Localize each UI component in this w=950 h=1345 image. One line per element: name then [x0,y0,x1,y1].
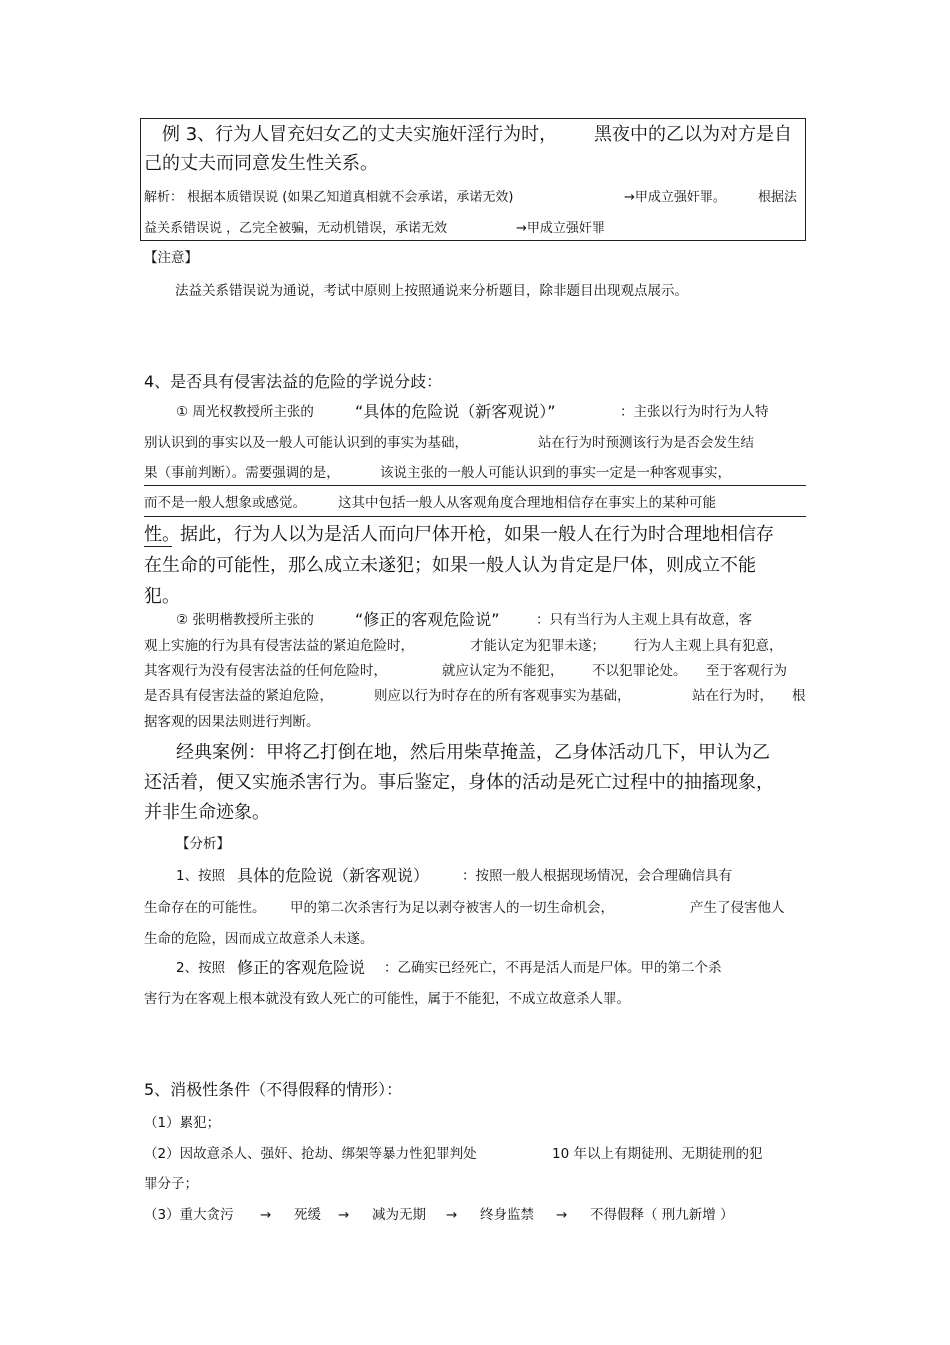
section-5-item-2a: （2）因故意杀人、强奸、抢劫、绑架等暴力性犯罪判处 [144,1146,477,1162]
section-5-item-3e: 减为无期 [372,1207,426,1223]
p2-line4c: 站在行为时， [692,688,773,704]
a1-line1b: 具体的危险说（新客观说） [237,866,430,885]
p1-line3b: 该说主张的一般人可能认识到的事实一定是一种客观事实， [380,465,731,481]
a2-line2: 害行为在客观上根本就没有致人死亡的可能性，属于不能犯，不成立故意杀人罪。 [144,991,630,1007]
p1-line1b: “具体的危险说（新客观说）” [355,402,556,421]
section-5-item-3c: 死缓 [294,1207,321,1223]
p2-line4a: 是否具有侵害法益的紧迫危险， [144,688,333,704]
a2-line1a: 2、按照 [176,960,226,976]
p2-line3c: 不以犯罪论处。 [592,663,687,679]
case-line2: 还活着，便又实施杀害行为。事后鉴定，身体的活动是死亡过程中的抽搐现象， [144,772,774,793]
p2-line4d: 根 [792,688,806,704]
example-analysis-2b: →甲成立强奸罪 [516,221,605,236]
p1-line2a: 别认识到的事实以及一般人可能认识到的事实为基础， [144,435,468,451]
analysis-heading: 【分析】 [176,836,230,852]
section-5-item-3g: 终身监禁 [480,1207,534,1223]
section-4-heading: 4、是否具有侵害法益的危险的学说分歧： [144,372,443,391]
arrow-3: → [446,1207,458,1223]
section-5-item-3i: 不得假释（ 刑九新增 ） [590,1207,734,1223]
a1-line1a: 1、按照 [176,868,226,884]
a1-line2a: 生命存在的可能性。 [144,900,266,916]
p1-line2b: 站在行为时预测该行为是否会发生结 [538,435,754,451]
case-line1: 经典案例：甲将乙打倒在地，然后用柴草掩盖，乙身体活动几下，甲认为乙 [176,742,770,763]
p2-line1c: ：只有当行为人主观上具有故意，客 [536,612,752,628]
underline-2 [144,516,806,517]
p2-line2b: 才能认定为犯罪未遂； [470,638,605,654]
example-analysis-2a: 益关系错误说 ，乙完全被骗，无动机错误，承诺无效 [144,221,448,236]
p1-line5: 性。据此，行为人以为是活人而向尸体开枪，如果一般人在行为时合理地相信存 [144,524,774,545]
a2-line1c: ：乙确实已经死亡，不再是活人而是尸体。甲的第二个杀 [384,960,722,976]
note-heading: 【注意】 [144,250,198,266]
example-analysis-1c: 根据法 [758,190,798,205]
p2-line2c: 行为人主观上具有犯意， [634,638,783,654]
example-analysis-1b: →甲成立强奸罪。 [624,190,726,205]
example-line-2: 己的丈夫而同意发生性关系。 [144,153,378,174]
p1-line4a: 而不是一般人想象或感觉。 [144,495,306,511]
p2-line3b: 就应认定为不能犯， [442,663,564,679]
note-text: 法益关系错误说为通说，考试中原则上按照通说来分析题目，除非题目出现观点展示。 [175,283,688,299]
example-line-1b: 黑夜中的乙以为对方是自 [594,124,792,145]
example-line-1a: 例 3、行为人冒充妇女乙的丈夫实施奸淫行为时， [162,124,558,145]
p2-line5: 据客观的因果法则进行判断。 [144,714,320,730]
arrow-1: → [260,1207,272,1223]
p1-line3a: 果（事前判断）。需要强调的是， [144,465,340,481]
p2-line1b: “修正的客观危险说” [355,610,500,629]
a2-line1b: 修正的客观危险说 [237,958,366,977]
p2-line1a: ② 张明楷教授所主张的 [176,612,314,628]
case-line3: 并非生命迹象。 [144,802,270,823]
p1-line1c: ：主张以行为时行为人特 [620,404,769,420]
p1-line1a: ① 周光权教授所主张的 [176,404,314,420]
section-5-heading: 5、消极性条件（不得假释的情形）： [144,1080,403,1099]
a1-line2c: 产生了侵害他人 [690,900,785,916]
p2-line3a: 其客观行为没有侵害法益的任何危险时， [144,663,387,679]
underline-1 [144,485,806,486]
underline-3 [144,546,172,547]
p2-line2a: 观上实施的行为具有侵害法益的紧迫危险时， [144,638,414,654]
p1-line7: 犯。 [144,586,180,607]
a1-line2b: 甲的第二次杀害行为足以剥夺被害人的一切生命机会， [290,900,614,916]
p1-line6: 在生命的可能性，那么成立未遂犯；如果一般人认为肯定是尸体，则成立不能 [144,555,756,576]
a1-line1c: ：按照一般人根据现场情况，会合理确信具有 [462,868,732,884]
section-5-item-2c: 罪分子； [144,1176,198,1192]
arrow-4: → [556,1207,568,1223]
arrow-2: → [338,1207,350,1223]
example-analysis-1a: 解析： 根据本质错误说 (如果乙知道真相就不会承诺，承诺无效) [144,190,514,205]
section-5-item-3a: （3）重大贪污 [144,1207,234,1223]
p2-line3d: 至于客观行为 [706,663,787,679]
p2-line4b: 则应以行为时存在的所有客观事实为基础， [374,688,631,704]
p1-line4b: 这其中包括一般人从客观角度合理地相信存在事实上的某种可能 [338,495,716,511]
section-5-item-2b: 10 年以上有期徒刑、无期徒刑的犯 [552,1146,763,1162]
a1-line3: 生命的危险，因而成立故意杀人未遂。 [144,931,374,947]
section-5-item-1: （1）累犯； [144,1115,221,1131]
